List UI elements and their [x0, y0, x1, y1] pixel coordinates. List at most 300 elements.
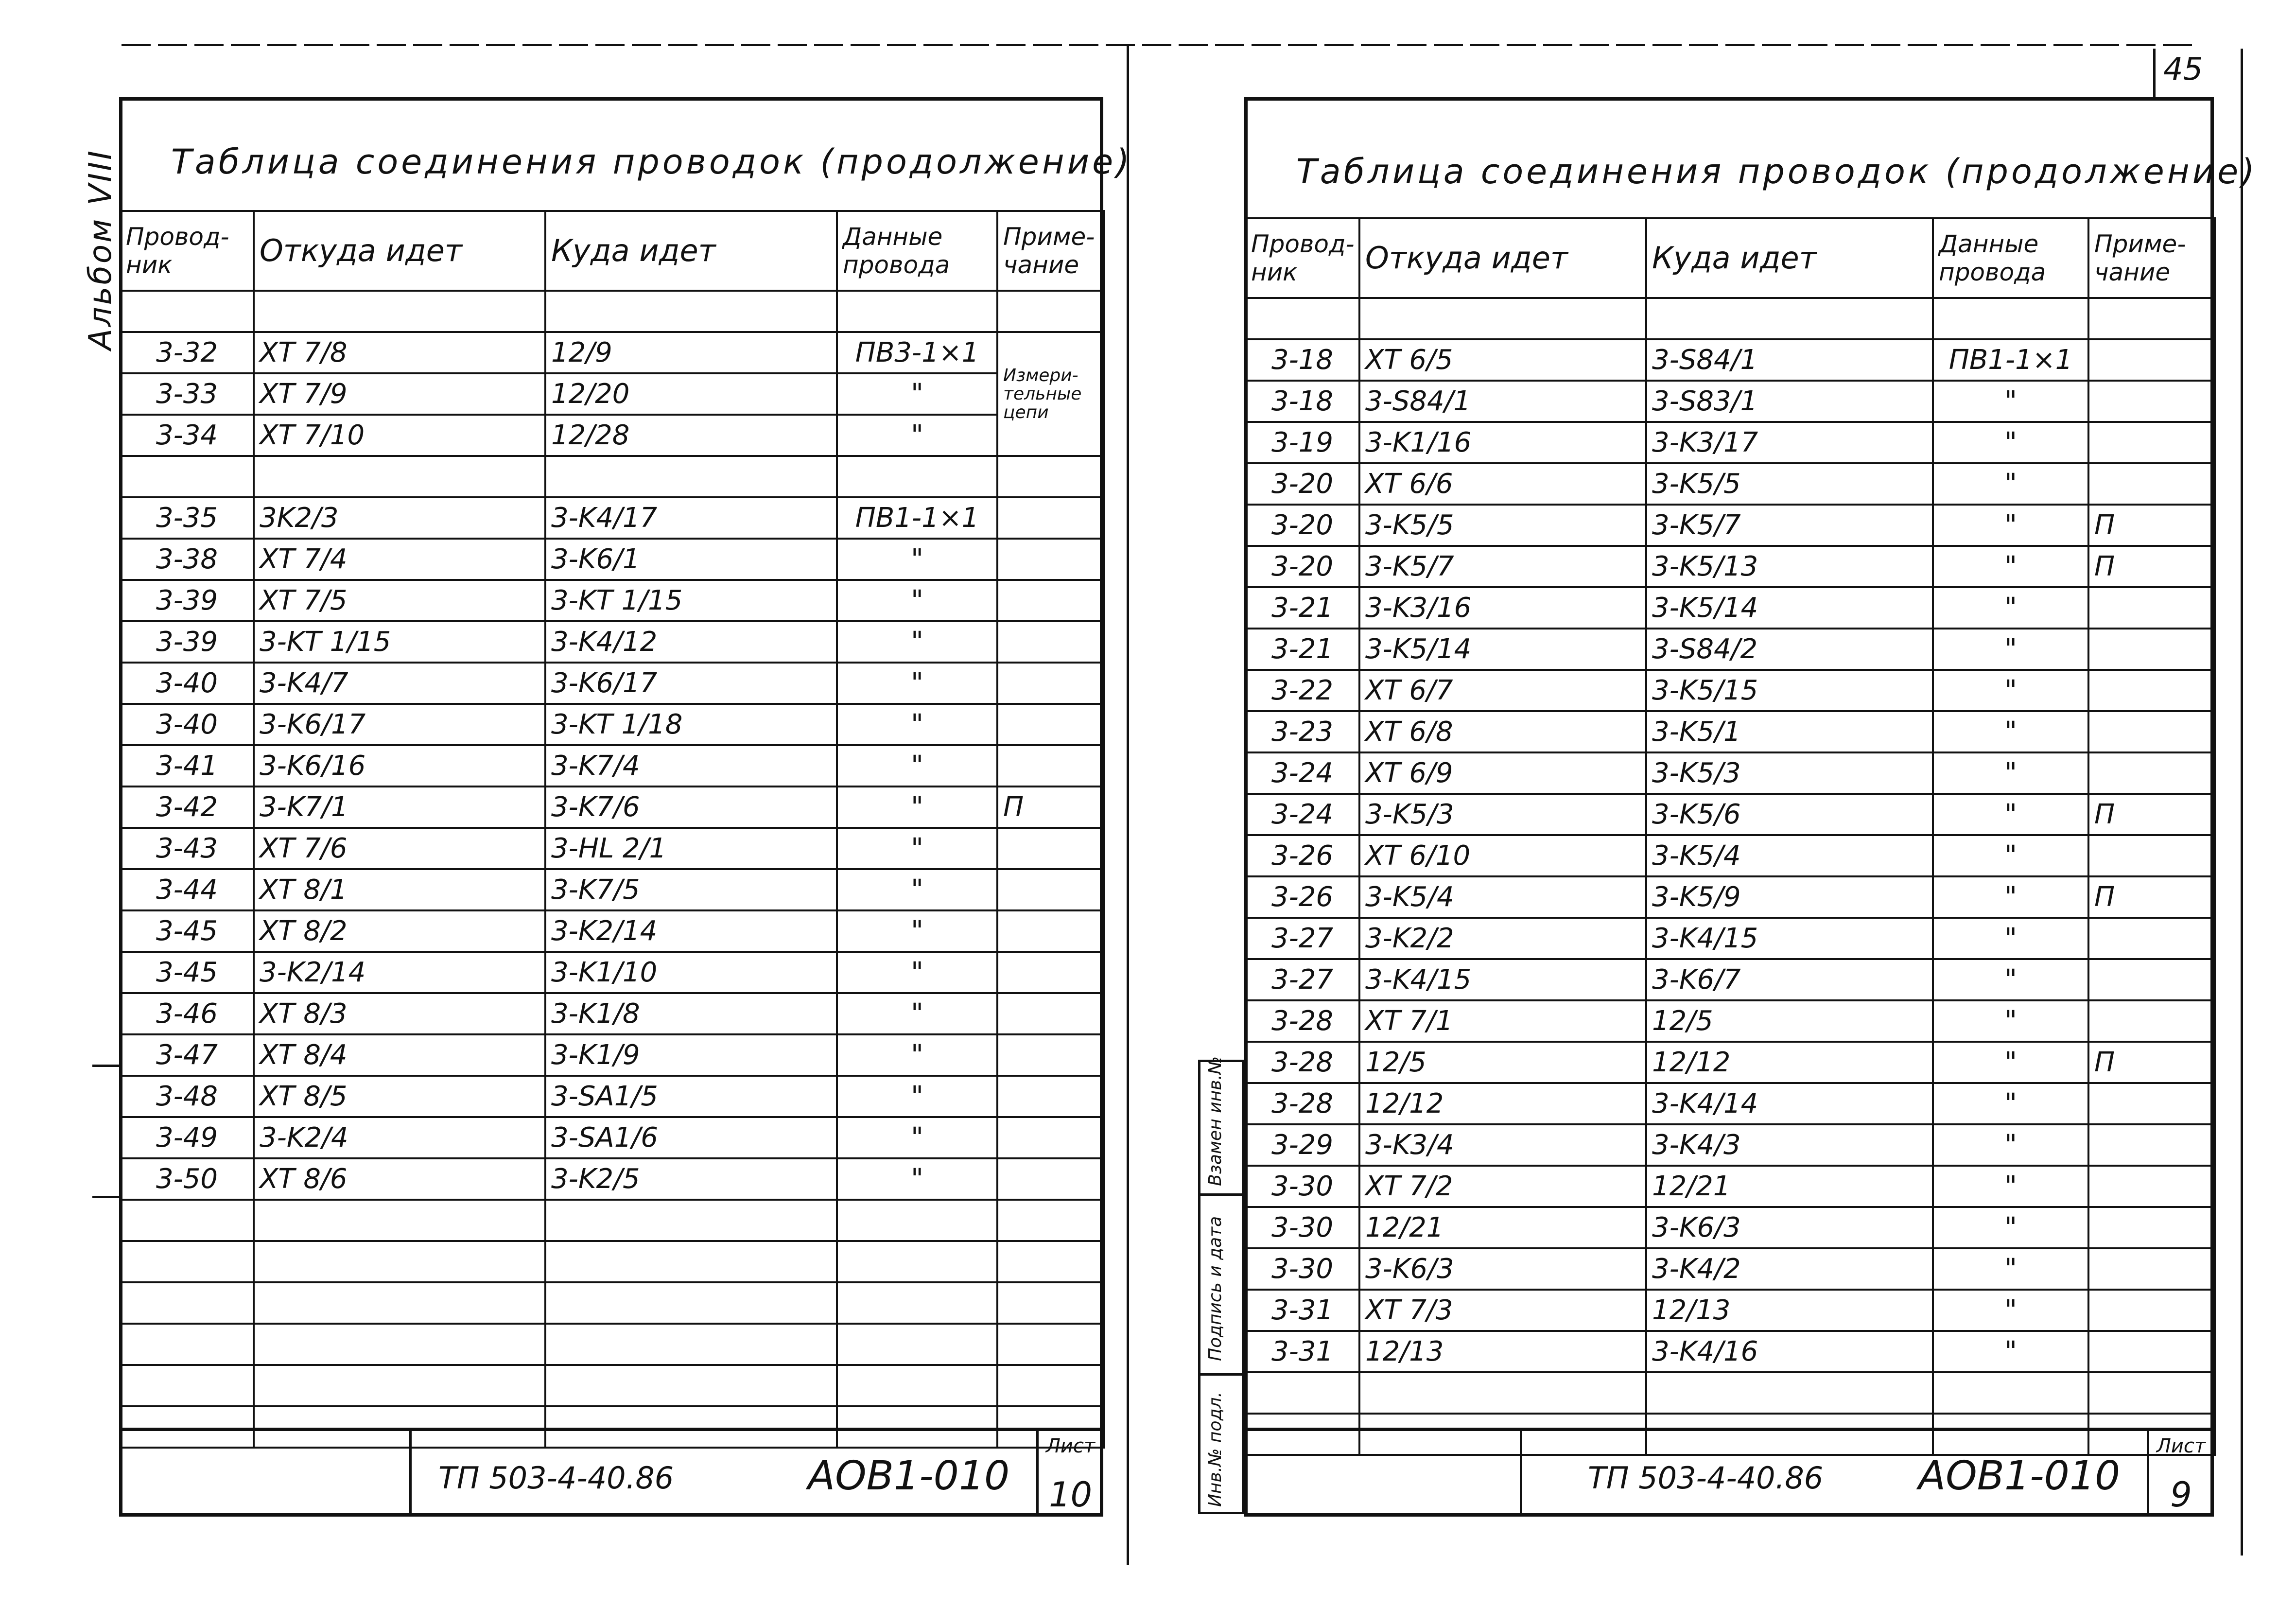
- cell-to: 3-K4/3: [1646, 1124, 1933, 1166]
- page-number: 45: [2163, 52, 2203, 87]
- table-row: [120, 1365, 1104, 1406]
- cell-to: 3-S83/1: [1646, 381, 1933, 422]
- cell-note: [2088, 629, 2215, 670]
- cell-from: XT 8/3: [254, 993, 545, 1034]
- table-row: [120, 704, 1104, 745]
- cell-note: [997, 952, 1104, 993]
- cell-to: 3-K5/4: [1646, 835, 1933, 876]
- cell-to: [1646, 1372, 1933, 1414]
- cell-note: [997, 456, 1104, 497]
- left-sheet-box: [1036, 1431, 1102, 1517]
- cell-from: XT 8/1: [254, 869, 545, 910]
- cell-note: [997, 1282, 1104, 1324]
- table-row: [1245, 298, 2215, 339]
- cell-to: [545, 1365, 837, 1406]
- cell-to: 3-K3/17: [1646, 422, 1933, 463]
- cell-to: 12/20: [545, 373, 837, 415]
- header-wire-data: Данные провода: [1933, 218, 2088, 298]
- cell-from: 3-K5/3: [1359, 794, 1646, 835]
- cell-wire-data: ": [837, 373, 997, 415]
- cell-to: 3-K5/15: [1646, 670, 1933, 711]
- table-row: [120, 456, 1104, 497]
- cell-conductor: 3-27: [1245, 918, 1359, 959]
- cell-wire-data: ": [1933, 1331, 2088, 1372]
- cell-to: 3-K4/2: [1646, 1248, 1933, 1290]
- table-row: [1245, 1000, 2215, 1042]
- table-row: [120, 373, 1104, 415]
- cell-from: XT 7/4: [254, 539, 545, 580]
- cell-note: [2088, 463, 2215, 505]
- cell-from: [254, 291, 545, 332]
- cell-wire-data: [1933, 1372, 2088, 1414]
- cell-wire-data: ": [837, 580, 997, 621]
- cell-wire-data: ": [837, 745, 997, 787]
- cell-to: 3-S84/2: [1646, 629, 1933, 670]
- cell-to: [545, 291, 837, 332]
- table-row: [1245, 629, 2215, 670]
- table-row: [120, 1324, 1104, 1365]
- cell-to: 12/12: [1646, 1042, 1933, 1083]
- cell-wire-data: ": [837, 539, 997, 580]
- cell-note: [997, 1076, 1104, 1117]
- cell-to: [545, 456, 837, 497]
- cell-conductor: 3-50: [120, 1158, 254, 1200]
- cell-note: [997, 1158, 1104, 1200]
- header-to: Куда идет: [545, 211, 837, 291]
- table-row: [1245, 794, 2215, 835]
- cell-conductor: 3-29: [1245, 1124, 1359, 1166]
- cell-note: [997, 828, 1104, 869]
- cell-conductor: 3-23: [1245, 711, 1359, 752]
- cell-wire-data: ": [837, 952, 997, 993]
- cell-note: [2088, 918, 2215, 959]
- cell-wire-data: [837, 1365, 997, 1406]
- cell-conductor: [120, 1365, 254, 1406]
- cell-from: 3-KT 1/15: [254, 621, 545, 663]
- cell-from: 3-S84/1: [1359, 381, 1646, 422]
- table-row: [1245, 670, 2215, 711]
- table-row: [1245, 587, 2215, 629]
- cell-from: 12/12: [1359, 1083, 1646, 1124]
- cell-conductor: 3-44: [120, 869, 254, 910]
- cell-to: 3-KT 1/18: [545, 704, 837, 745]
- table-row: [1245, 463, 2215, 505]
- cell-from: 12/5: [1359, 1042, 1646, 1083]
- cell-wire-data: ": [837, 415, 997, 456]
- cell-conductor: 3-43: [120, 828, 254, 869]
- cell-note: П: [2088, 876, 2215, 918]
- cell-from: [254, 456, 545, 497]
- right-sheet-number: 9: [2170, 1475, 2192, 1515]
- cell-wire-data: ": [1933, 546, 2088, 587]
- cell-note: [2088, 587, 2215, 629]
- table-row: [1245, 1166, 2215, 1207]
- cell-wire-data: [837, 1282, 997, 1324]
- cell-from: XT 7/3: [1359, 1290, 1646, 1331]
- cell-note: [2088, 670, 2215, 711]
- cell-wire-data: ": [837, 1117, 997, 1158]
- cell-conductor: 3-22: [1245, 670, 1359, 711]
- cell-to: 3-K7/5: [545, 869, 837, 910]
- cell-wire-data: [837, 1324, 997, 1365]
- cell-from: [1359, 298, 1646, 339]
- cell-from: XT 7/6: [254, 828, 545, 869]
- cell-conductor: 3-31: [1245, 1331, 1359, 1372]
- cell-wire-data: ": [1933, 1166, 2088, 1207]
- cell-to: 3-KT 1/15: [545, 580, 837, 621]
- cell-wire-data: ": [837, 993, 997, 1034]
- cell-wire-data: ": [837, 787, 997, 828]
- table-row: [120, 1282, 1104, 1324]
- cell-note: [997, 1034, 1104, 1076]
- cell-note: [2088, 1372, 2215, 1414]
- cell-wire-data: ": [1933, 381, 2088, 422]
- table-row: [120, 869, 1104, 910]
- header-note: Приме-чание: [997, 211, 1104, 291]
- cell-note: [997, 1241, 1104, 1282]
- cell-wire-data: ": [1933, 422, 2088, 463]
- cell-from: XT 6/5: [1359, 339, 1646, 381]
- cell-wire-data: ": [1933, 959, 2088, 1000]
- cell-to: 3-K5/7: [1646, 505, 1933, 546]
- table-row: [120, 1117, 1104, 1158]
- left-wiring-table: [119, 210, 1105, 1449]
- cell-wire-data: ": [837, 869, 997, 910]
- cell-from: 3-K1/16: [1359, 422, 1646, 463]
- table-row: [120, 539, 1104, 580]
- right-sheet-label: Лист: [2156, 1435, 2206, 1457]
- right-sheet-title: Таблица соединения проводок (продолжение): [1296, 152, 2258, 192]
- cell-to: 3-S84/1: [1646, 339, 1933, 381]
- cell-conductor: 3-31: [1245, 1290, 1359, 1331]
- cell-from: 3-K2/4: [254, 1117, 545, 1158]
- cell-conductor: 3-18: [1245, 381, 1359, 422]
- cell-note: [997, 704, 1104, 745]
- cell-conductor: 3-49: [120, 1117, 254, 1158]
- right-table-header-row: [1245, 218, 2215, 298]
- cell-note: [2088, 711, 2215, 752]
- cell-note: [997, 663, 1104, 704]
- cell-conductor: 3-42: [120, 787, 254, 828]
- cell-note: [997, 910, 1104, 952]
- left-doc-code: АОВ1-010: [808, 1453, 1010, 1499]
- cell-conductor: 3-40: [120, 704, 254, 745]
- cell-wire-data: ": [837, 910, 997, 952]
- table-row: [1245, 422, 2215, 463]
- cell-from: 3-K3/16: [1359, 587, 1646, 629]
- cell-wire-data: ": [837, 1034, 997, 1076]
- cell-note: [2088, 835, 2215, 876]
- cell-conductor: [120, 456, 254, 497]
- table-row: [1245, 1124, 2215, 1166]
- cell-note: [2088, 1248, 2215, 1290]
- cell-note: [997, 745, 1104, 787]
- album-label: Альбом VIII: [83, 148, 119, 350]
- left-sheet: [119, 97, 1132, 1517]
- cell-note: [2088, 1166, 2215, 1207]
- header-conductor: Провод-ник: [120, 211, 254, 291]
- table-row: [120, 910, 1104, 952]
- right-margin-line: [2241, 49, 2243, 1556]
- cell-wire-data: [837, 1241, 997, 1282]
- cell-conductor: 3-39: [120, 621, 254, 663]
- cell-conductor: 3-24: [1245, 794, 1359, 835]
- cell-note: [2088, 381, 2215, 422]
- cell-to: 3-K5/9: [1646, 876, 1933, 918]
- cell-conductor: [1245, 298, 1359, 339]
- cell-from: 3-K6/3: [1359, 1248, 1646, 1290]
- cell-note: [2088, 752, 2215, 794]
- cell-wire-data: ": [837, 663, 997, 704]
- header-note: Приме-чание: [2088, 218, 2215, 298]
- cell-from: [254, 1241, 545, 1282]
- table-row: [1245, 1083, 2215, 1124]
- cell-conductor: 3-45: [120, 952, 254, 993]
- cell-wire-data: ": [837, 704, 997, 745]
- cell-to: [1646, 298, 1933, 339]
- cell-to: 12/28: [545, 415, 837, 456]
- cell-to: 3-K2/14: [545, 910, 837, 952]
- cell-to: 3-HL 2/1: [545, 828, 837, 869]
- right-sheet: [1244, 97, 2258, 1517]
- cell-note: П: [2088, 546, 2215, 587]
- cell-conductor: 3-38: [120, 539, 254, 580]
- table-row: [120, 621, 1104, 663]
- cell-from: XT 7/5: [254, 580, 545, 621]
- cell-conductor: 3-40: [120, 663, 254, 704]
- cell-conductor: 3-30: [1245, 1166, 1359, 1207]
- cell-to: 3-K5/1: [1646, 711, 1933, 752]
- cell-conductor: 3-48: [120, 1076, 254, 1117]
- cell-from: XT 6/8: [1359, 711, 1646, 752]
- side-label-replaced-inv: Взамен инв.№: [1205, 1056, 1225, 1186]
- cell-conductor: 3-41: [120, 745, 254, 787]
- header-conductor: Провод-ник: [1245, 218, 1359, 298]
- header-from: Откуда идет: [254, 211, 545, 291]
- cell-to: 3-K4/14: [1646, 1083, 1933, 1124]
- right-stamp: [1248, 1428, 2210, 1517]
- header-to: Куда идет: [1646, 218, 1933, 298]
- table-row: [1245, 505, 2215, 546]
- cell-from: [1359, 1372, 1646, 1414]
- cell-conductor: 3-35: [120, 497, 254, 539]
- cell-conductor: 3-26: [1245, 876, 1359, 918]
- cell-wire-data: ": [837, 621, 997, 663]
- cell-note: [997, 580, 1104, 621]
- cell-wire-data: ": [1933, 1290, 2088, 1331]
- cell-wire-data: ": [1933, 876, 2088, 918]
- table-row: [120, 828, 1104, 869]
- cell-to: 3-K4/16: [1646, 1331, 1933, 1372]
- cell-from: XT 7/2: [1359, 1166, 1646, 1207]
- cell-conductor: 3-28: [1245, 1042, 1359, 1083]
- cell-to: 3-K1/10: [545, 952, 837, 993]
- cell-wire-data: ": [1933, 505, 2088, 546]
- cell-wire-data: ": [1933, 752, 2088, 794]
- table-row: [120, 332, 1104, 373]
- cell-to: 12/21: [1646, 1166, 1933, 1207]
- cell-conductor: 3-46: [120, 993, 254, 1034]
- table-row: [120, 787, 1104, 828]
- cell-to: [545, 1324, 837, 1365]
- right-wiring-table: [1244, 217, 2216, 1456]
- table-row: [1245, 1042, 2215, 1083]
- cell-note: [997, 1117, 1104, 1158]
- top-rule: [122, 44, 2192, 46]
- cell-to: 12/5: [1646, 1000, 1933, 1042]
- cell-note: [997, 497, 1104, 539]
- left-table-header-row: [120, 211, 1104, 291]
- table-row: [120, 1200, 1104, 1241]
- cell-note: [2088, 1124, 2215, 1166]
- page-number-box: [2153, 49, 2214, 100]
- cell-wire-data: ": [1933, 1124, 2088, 1166]
- cell-from: [254, 1324, 545, 1365]
- cell-to: 12/13: [1646, 1290, 1933, 1331]
- cell-conductor: 3-45: [120, 910, 254, 952]
- cell-note: [997, 1365, 1104, 1406]
- cell-conductor: 3-24: [1245, 752, 1359, 794]
- table-row: [1245, 876, 2215, 918]
- left-margin-tick-2: [92, 1196, 119, 1198]
- header-wire-data: Данные провода: [837, 211, 997, 291]
- cell-note: П: [2088, 1042, 2215, 1083]
- cell-wire-data: ": [1933, 1083, 2088, 1124]
- cell-from: XT 7/9: [254, 373, 545, 415]
- cell-wire-data: ": [1933, 1248, 2088, 1290]
- cell-note: [997, 869, 1104, 910]
- cell-to: 3-K6/7: [1646, 959, 1933, 1000]
- cell-from: XT 6/10: [1359, 835, 1646, 876]
- center-fold-line: [1127, 44, 1129, 1565]
- cell-to: 3-K4/17: [545, 497, 837, 539]
- cell-conductor: 3-21: [1245, 587, 1359, 629]
- table-row: [120, 497, 1104, 539]
- cell-from: 3-K5/4: [1359, 876, 1646, 918]
- table-row: [1245, 339, 2215, 381]
- cell-conductor: 3-19: [1245, 422, 1359, 463]
- table-row: [120, 580, 1104, 621]
- cell-from: 3-K3/4: [1359, 1124, 1646, 1166]
- cell-to: 3-K4/15: [1646, 918, 1933, 959]
- cell-from: XT 7/8: [254, 332, 545, 373]
- side-label-orig-inv: Инв.№ подл.: [1205, 1392, 1225, 1507]
- table-row: [1245, 752, 2215, 794]
- cell-conductor: 3-18: [1245, 339, 1359, 381]
- cell-to: 12/9: [545, 332, 837, 373]
- table-row: [120, 1158, 1104, 1200]
- cell-wire-data: ": [837, 1076, 997, 1117]
- cell-from: XT 8/5: [254, 1076, 545, 1117]
- cell-from: [254, 1282, 545, 1324]
- cell-from: [254, 1365, 545, 1406]
- header-from: Откуда идет: [1359, 218, 1646, 298]
- cell-from: XT 6/9: [1359, 752, 1646, 794]
- cell-conductor: 3-27: [1245, 959, 1359, 1000]
- cell-wire-data: ": [1933, 794, 2088, 835]
- cell-conductor: [120, 291, 254, 332]
- cell-note: [997, 993, 1104, 1034]
- table-row: [120, 993, 1104, 1034]
- cell-note: [2088, 1000, 2215, 1042]
- cell-from: [254, 1200, 545, 1241]
- table-row: [1245, 1372, 2215, 1414]
- cell-to: 3-K5/5: [1646, 463, 1933, 505]
- cell-from: 3-K4/7: [254, 663, 545, 704]
- cell-to: 3-K4/12: [545, 621, 837, 663]
- cell-wire-data: ": [1933, 629, 2088, 670]
- cell-to: 3-K5/3: [1646, 752, 1933, 794]
- left-sheet-label: Лист: [1045, 1435, 1096, 1457]
- cell-to: 3-K6/1: [545, 539, 837, 580]
- cell-conductor: [120, 1282, 254, 1324]
- cell-note: [997, 1324, 1104, 1365]
- table-row: [1245, 1290, 2215, 1331]
- cell-conductor: 3-21: [1245, 629, 1359, 670]
- table-row: [120, 415, 1104, 456]
- cell-from: XT 8/6: [254, 1158, 545, 1200]
- cell-note: [2088, 1207, 2215, 1248]
- cell-note: П: [997, 787, 1104, 828]
- cell-wire-data: [1933, 298, 2088, 339]
- cell-from: XT 8/4: [254, 1034, 545, 1076]
- cell-to: 3-K2/5: [545, 1158, 837, 1200]
- cell-conductor: [120, 1324, 254, 1365]
- cell-conductor: [120, 1200, 254, 1241]
- left-stamp-code: ТП 503-4-40.86: [438, 1460, 674, 1496]
- cell-note: [997, 539, 1104, 580]
- table-row: [1245, 835, 2215, 876]
- left-sheet-title: Таблица соединения проводок (продолжение): [171, 142, 1132, 182]
- cell-note: [2088, 298, 2215, 339]
- cell-conductor: 3-33: [120, 373, 254, 415]
- cell-wire-data: [837, 291, 997, 332]
- table-row: [1245, 918, 2215, 959]
- table-row: [120, 291, 1104, 332]
- left-margin-tick-1: [92, 1065, 119, 1067]
- cell-wire-data: ": [1933, 463, 2088, 505]
- cell-note: [2088, 422, 2215, 463]
- cell-to: 3-K1/9: [545, 1034, 837, 1076]
- cell-to: 3-SA1/6: [545, 1117, 837, 1158]
- cell-from: XT 8/2: [254, 910, 545, 952]
- cell-to: [545, 1241, 837, 1282]
- cell-conductor: 3-28: [1245, 1083, 1359, 1124]
- cell-note: [2088, 339, 2215, 381]
- table-row: [1245, 711, 2215, 752]
- cell-note: П: [2088, 505, 2215, 546]
- cell-wire-data: ПВ1-1×1: [837, 497, 997, 539]
- cell-from: 3-K6/16: [254, 745, 545, 787]
- cell-to: 3-SA1/5: [545, 1076, 837, 1117]
- cell-conductor: 3-20: [1245, 463, 1359, 505]
- cell-wire-data: ": [837, 1158, 997, 1200]
- cell-conductor: [120, 1241, 254, 1282]
- table-row: [120, 663, 1104, 704]
- cell-from: 3K2/3: [254, 497, 545, 539]
- cell-from: XT 7/1: [1359, 1000, 1646, 1042]
- right-doc-code: АОВ1-010: [1918, 1453, 2121, 1499]
- cell-wire-data: ": [837, 828, 997, 869]
- cell-to: 3-K1/8: [545, 993, 837, 1034]
- right-stamp-divider: [1520, 1431, 1522, 1517]
- right-sheet-box: [2147, 1431, 2213, 1517]
- cell-wire-data: ПВ3-1×1: [837, 332, 997, 373]
- cell-conductor: 3-20: [1245, 546, 1359, 587]
- cell-conductor: 3-47: [120, 1034, 254, 1076]
- cell-conductor: 3-30: [1245, 1248, 1359, 1290]
- table-row: [1245, 1331, 2215, 1372]
